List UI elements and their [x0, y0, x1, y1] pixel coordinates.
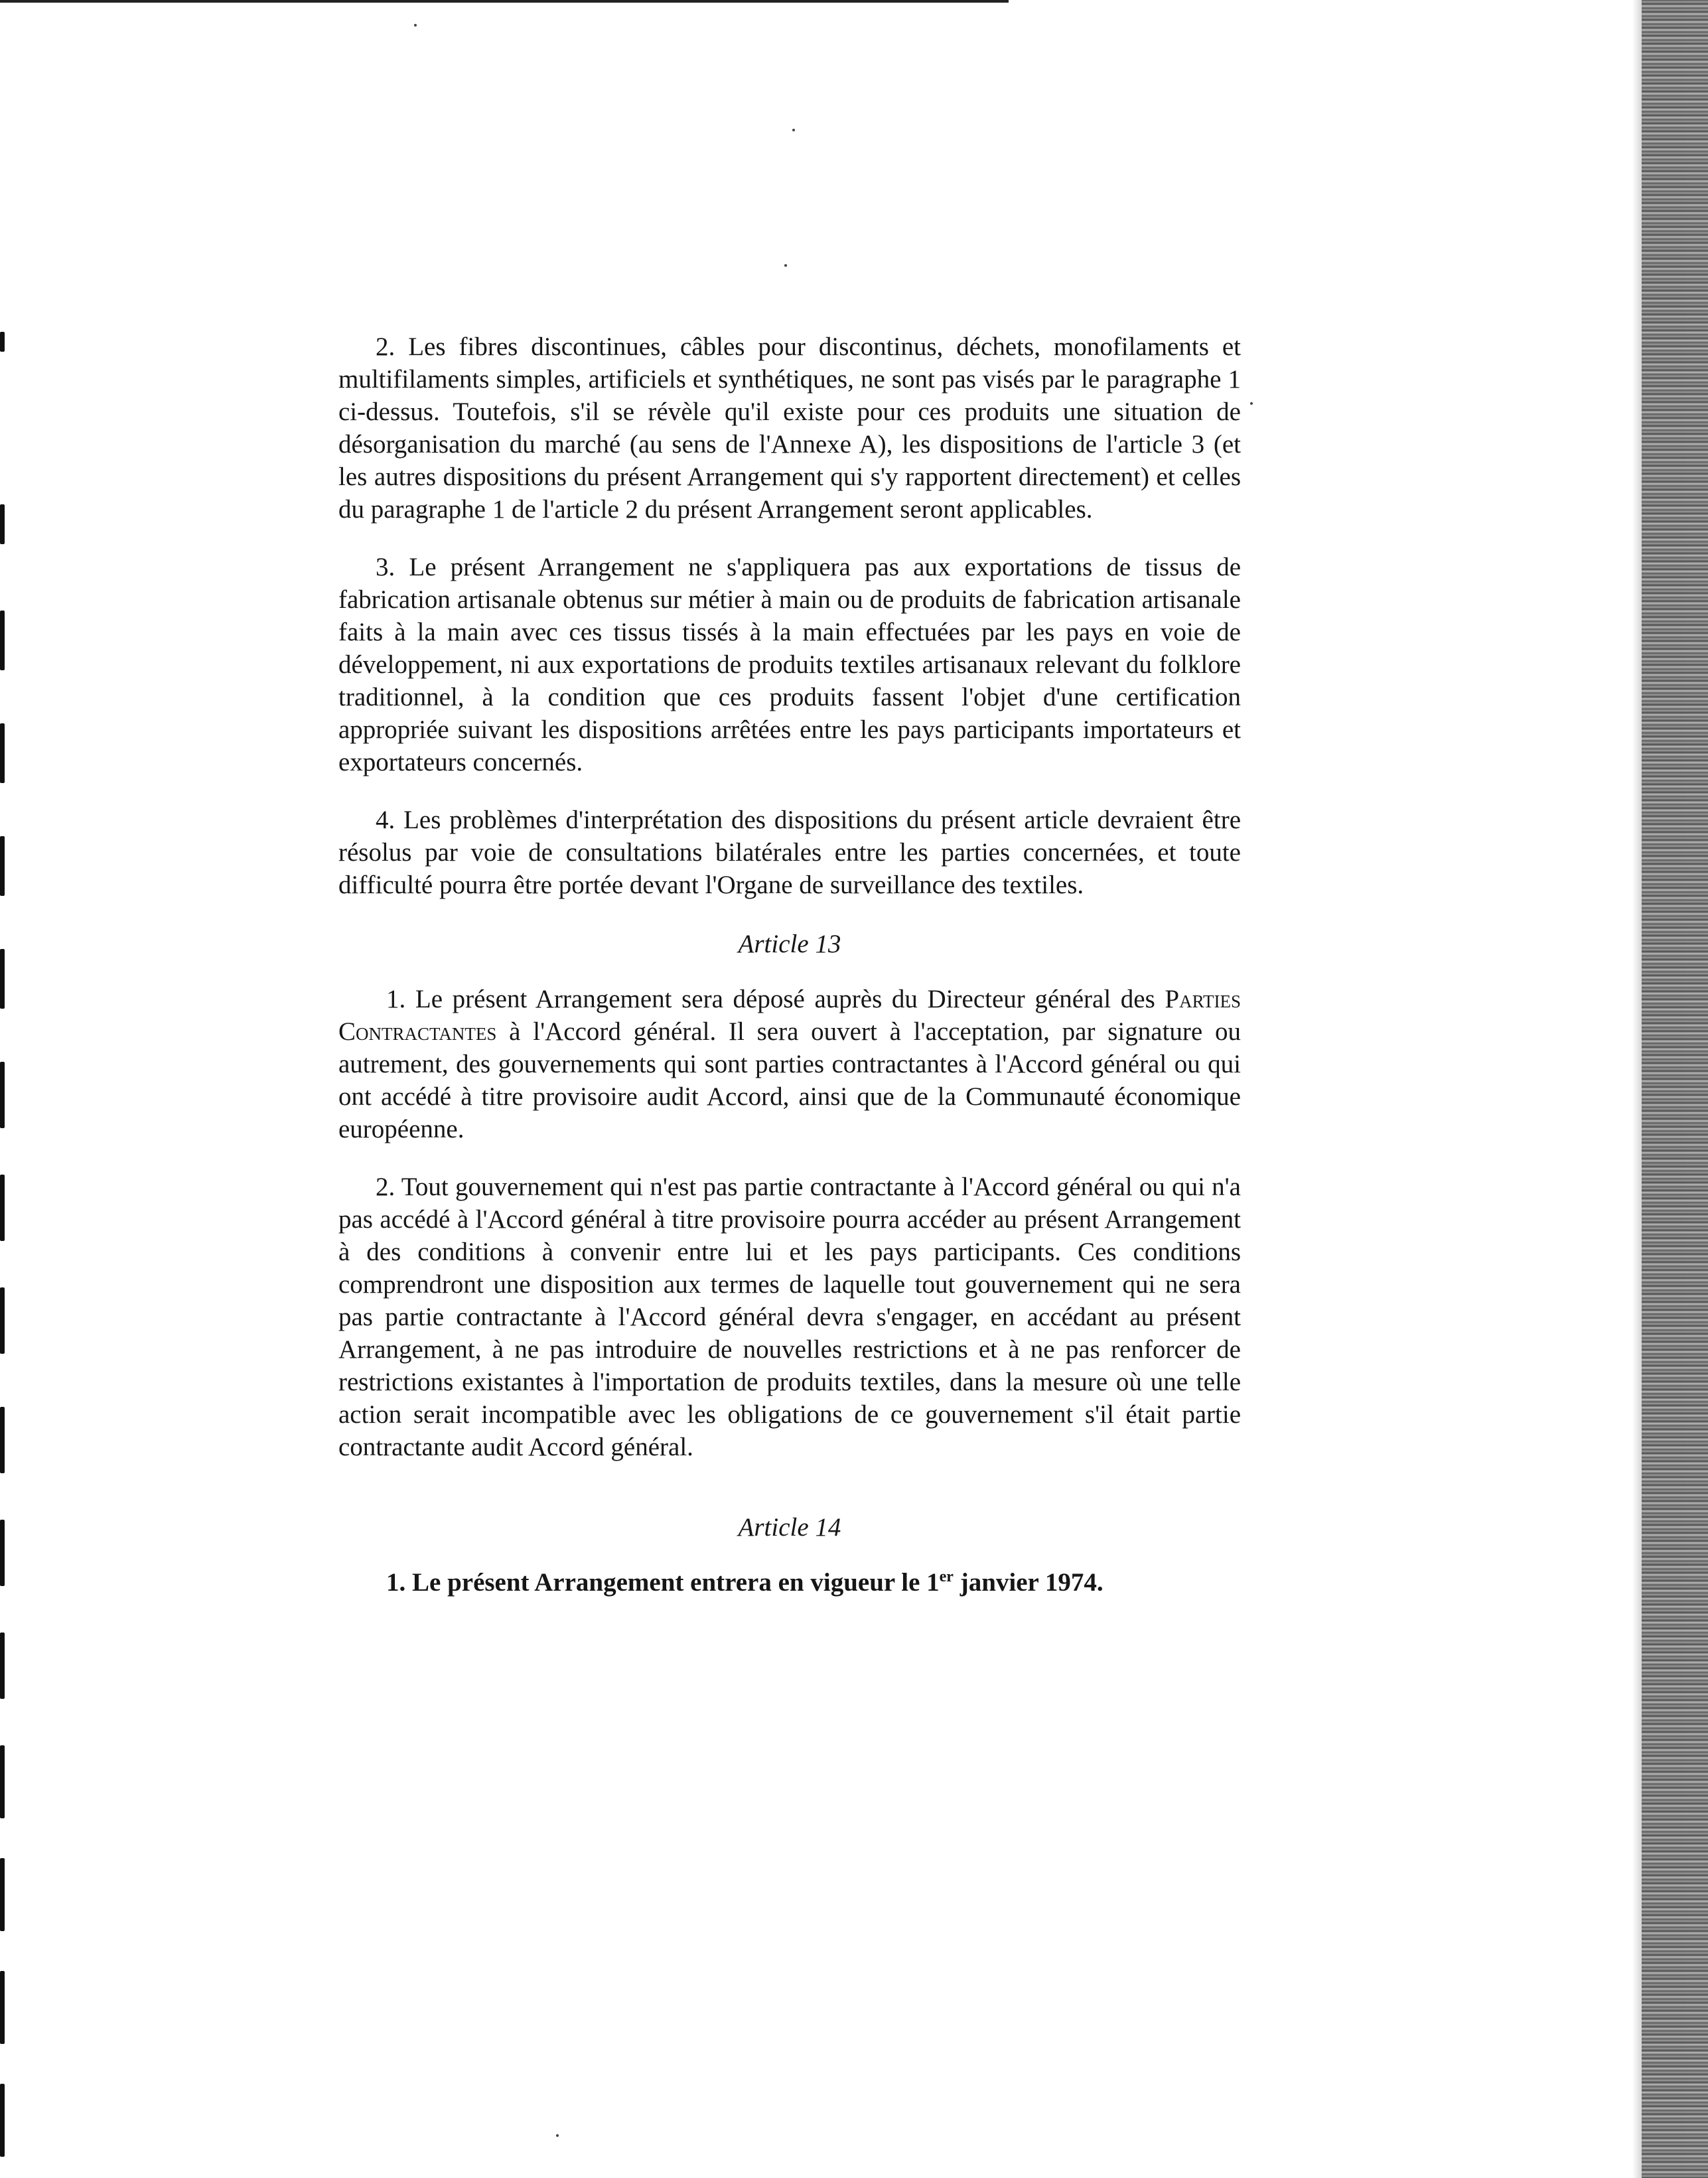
binding-edge-marks: [0, 0, 9, 2178]
scan-speck: [792, 129, 795, 131]
article12-paragraph-4: [338, 804, 1241, 901]
paragraph-text: Les problèmes d'interprétation des dispositions du présent article devraient être résolus par voie de consultations bilatérales entre les parties concernées, et toute difficulté pourra être portée devant l'Organe de surveillance des textiles.: [338, 806, 1241, 899]
scan-right-edge: [1642, 0, 1708, 2178]
binding-mark: [0, 723, 5, 783]
binding-mark: [0, 1062, 5, 1128]
scan-speck: [414, 24, 417, 27]
article12-paragraph-3: [338, 551, 1241, 778]
paragraph-text: Le présent Arrangement sera déposé auprès du Directeur général des: [415, 985, 1155, 1013]
paragraph-text: janvier 1974.: [960, 1568, 1103, 1597]
paragraph-text: Les fibres discontinues, câbles pour discontinus, déchets, monofilaments et multifilaments simples, artificiels et synthétiques, ne sont pas visés par le paragraphe 1 ci-dessus. Toutefois, s'il se révèle qu'il existe pour ces produits une situation de désorganisation du marché (au sens de l'Annexe A), les dispositions de l'article 3 (et les autres dispositions du présent Arrangement qui s'y rapportent directement) et celles du paragraphe 1 de l'article 2 du présent Arrangement seront applicables.: [338, 332, 1242, 524]
paragraph-number: 2.: [376, 1173, 395, 1201]
paragraph-number: 2.: [376, 332, 395, 361]
paragraph-number: 1.: [386, 985, 406, 1013]
binding-mark: [0, 1633, 5, 1699]
binding-mark: [0, 1520, 5, 1586]
binding-mark: [0, 1287, 5, 1354]
binding-mark: [0, 504, 5, 544]
article13-paragraph-1: [338, 983, 1241, 1145]
paragraph-number: 4.: [376, 806, 395, 834]
scan-top-edge: [0, 0, 1009, 3]
binding-mark: [0, 1971, 5, 2044]
paragraph-text: à l'Accord général. Il sera ouvert à l'acceptation, par signature ou autrement, des gouvernements qui sont parties contractantes à l'Accord général ou qui ont accédé à titre provisoire audit Accord, ainsi que de la Communauté économique européenne.: [338, 1017, 1242, 1143]
paragraph-text: Le présent Arrangement ne s'appliquera pas aux exportations de tissus de fabrication artisanale obtenus sur métier à main ou de produits de fabrication artisanale faits à la main avec ces tissus tissés à la main effectuées par les pays en voie de développement, ni aux exportations de produits textiles artisanaux relevant du folklore traditionnel, à la condition que ces produits fassent l'objet d'une certification appropriée suivant les dispositions arrêtées entre les pays participants importateurs et exportateurs concernés.: [338, 553, 1242, 776]
paragraph-number: 3.: [376, 553, 395, 581]
paragraph-number: 1.: [386, 1568, 406, 1597]
paragraph-text: Le présent Arrangement entrera en vigueur le 1: [412, 1568, 940, 1597]
article14-paragraph-1: [338, 1566, 1241, 1599]
ordinal-superscript: er: [939, 1568, 954, 1585]
binding-mark: [0, 1745, 5, 1818]
binding-mark: [0, 1175, 5, 1241]
article12-paragraph-2: [338, 330, 1241, 526]
binding-mark: [0, 2084, 5, 2157]
article-13-heading: Article 13: [738, 930, 841, 958]
binding-mark: [0, 836, 5, 896]
article-14-heading: Article 14: [738, 1513, 841, 1542]
binding-mark: [0, 332, 5, 352]
binding-mark: [0, 1407, 5, 1473]
paragraph-text: Tout gouvernement qui n'est pas partie contractante à l'Accord général ou qui n'a pas accédé à l'Accord général à titre provisoire pourra accéder au présent Arrangement à des conditions à convenir entre lui et les pays participants. Ces conditions comprendront une disposition aux termes de laquelle tout gouvernement qui ne sera pas partie contractante à l'Accord général devra s'engager, en accédant au présent Arrangement, à ne pas introduire de nouvelles restrictions et à ne pas renforcer de restrictions existantes à l'importation de produits textiles, dans la mesure où une telle action serait incompatible avec les obligations de ce gouvernement s'il était partie contractante audit Accord général.: [338, 1173, 1241, 1461]
document-body: [338, 330, 1241, 1599]
parties-contractantes-smallcaps: Parties Contractantes: [338, 985, 1241, 1046]
scan-speck: [784, 264, 787, 267]
scan-speck: [1250, 402, 1253, 405]
binding-mark: [0, 949, 5, 1009]
article13-paragraph-2: [338, 1171, 1241, 1463]
binding-mark: [0, 1858, 5, 1931]
binding-mark: [0, 611, 5, 670]
scan-speck: [556, 2134, 559, 2137]
